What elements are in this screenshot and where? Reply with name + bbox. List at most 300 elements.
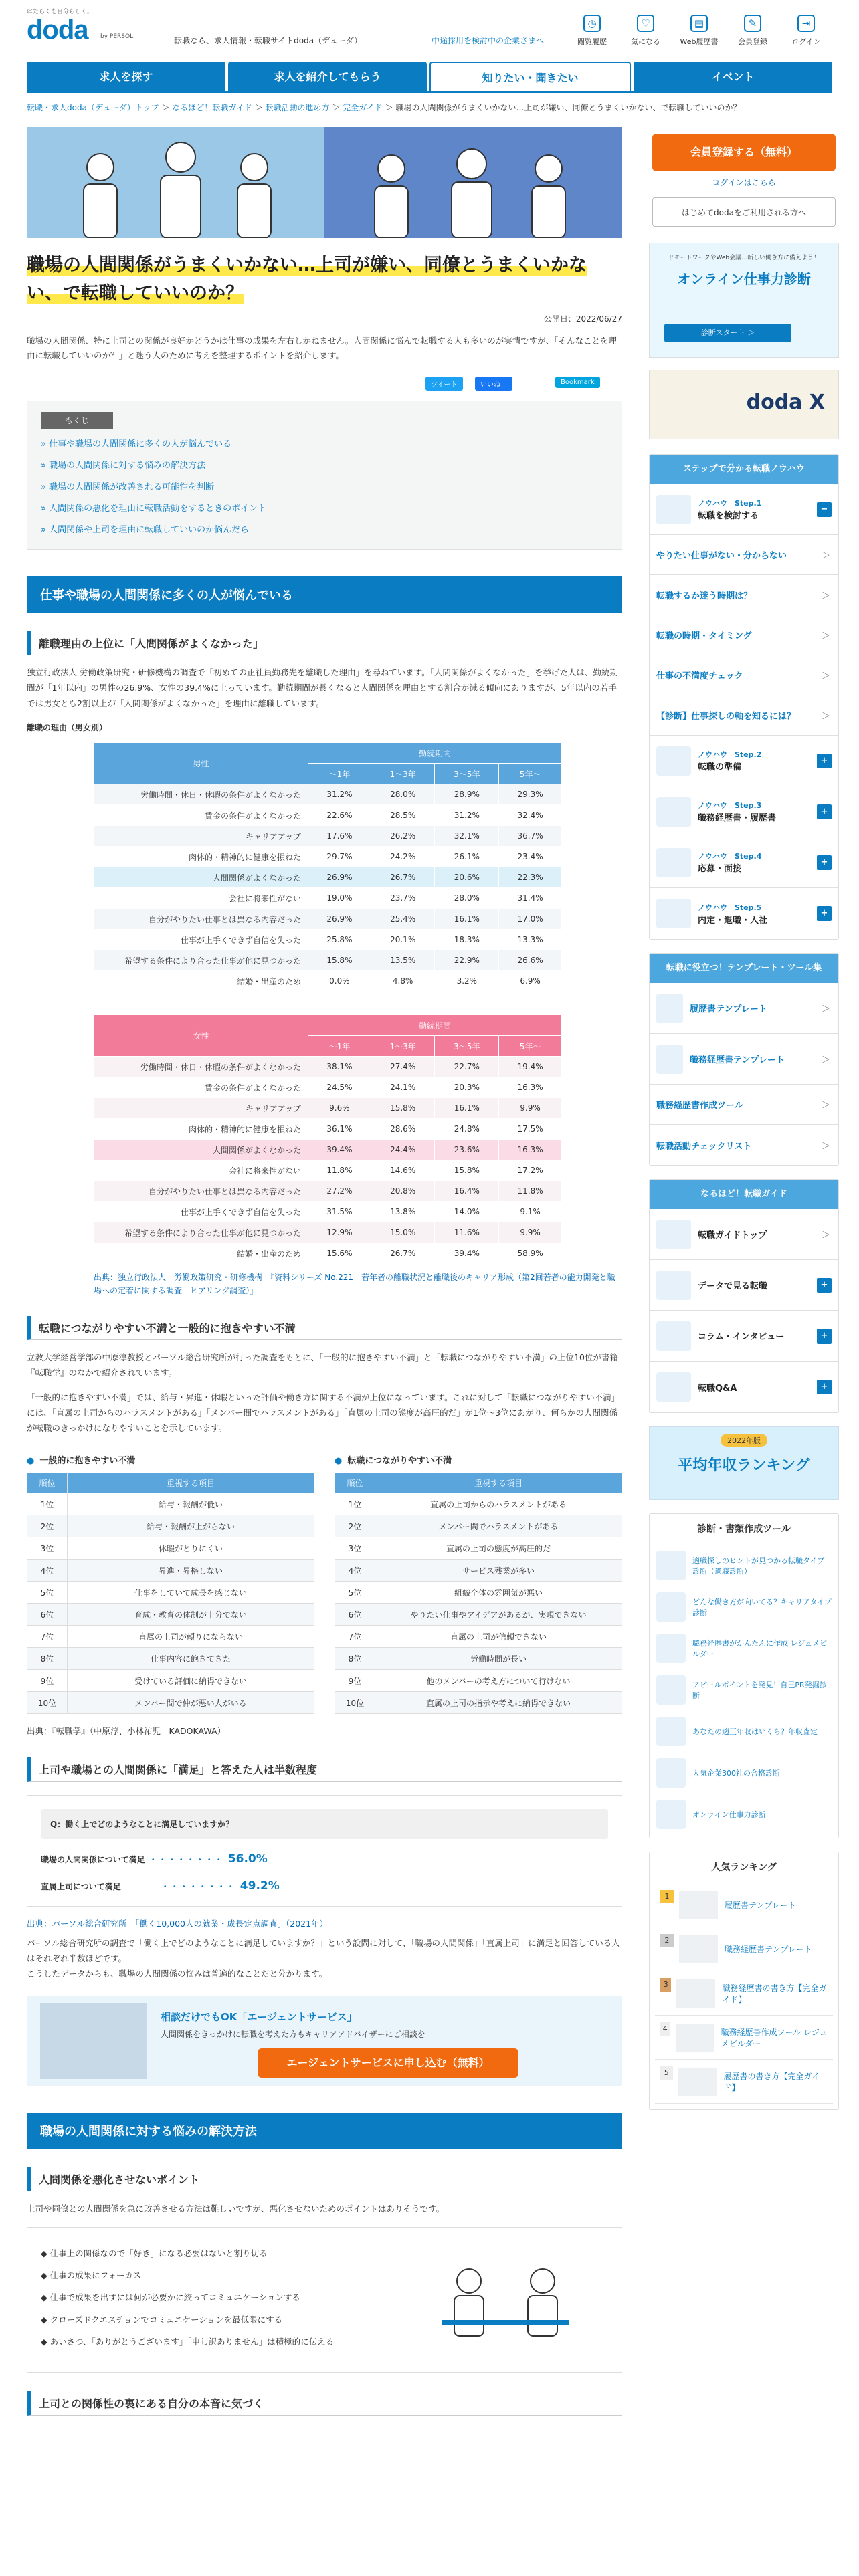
document-icon (656, 1045, 683, 1074)
point-item: ◆ 仕事の成果にフォーカス (41, 2264, 608, 2286)
nav-events[interactable]: イベント (634, 62, 832, 92)
row-label: 肉体的・精神的に健康を損ねた (94, 1119, 308, 1140)
template-link[interactable]: 職務経歴書作成ツール ＞ (650, 1085, 838, 1125)
source-note: 出典：『転職学』（中原淳、小林祐児 KADOKAWA） (27, 1726, 226, 1736)
plus-icon[interactable]: + (817, 1329, 832, 1344)
table-cell: 36.1% (308, 1119, 371, 1140)
table-cell: 28.9% (435, 784, 499, 805)
table-cell: 36.7% (499, 826, 562, 847)
table-cell: 19.0% (308, 888, 371, 909)
row-label: 肉体的・精神的に健康を損ねた (94, 847, 308, 867)
web-resume-button[interactable]: ▤ Web履歴書 (677, 15, 721, 47)
step-illustration (656, 848, 691, 877)
table-cell: 23.7% (371, 888, 435, 909)
survey-row (41, 1852, 608, 1866)
hero-left-illustration (27, 127, 324, 238)
ranking-item[interactable] (655, 1927, 833, 1971)
ranking-label: 職務経歴書テンプレート (725, 1945, 812, 1954)
rank-number: 8位 (335, 1648, 375, 1670)
table-cell: 13.3% (499, 930, 562, 950)
rank-number: 4位 (335, 1560, 375, 1582)
rank-number: 6位 (27, 1604, 68, 1626)
ranking-item[interactable] (655, 1883, 833, 1927)
table-row (94, 950, 562, 971)
rank-item: 給与・報酬が低い (68, 1493, 314, 1515)
diagnosis-label: アピールポイントを発見！自己PR発掘診断 (692, 1681, 827, 1700)
header-tagline: 転職なら、求人情報・転職サイトdoda（デューダ） (174, 36, 363, 45)
rank-number: 6位 (335, 1604, 375, 1626)
salary-ranking-banner[interactable] (649, 1426, 839, 1500)
table-row (94, 1057, 562, 1077)
diagnosis-illustration (656, 1800, 686, 1829)
job-change-complaints-table (335, 1473, 622, 1714)
banner-year: 2022年版 (721, 1434, 767, 1447)
table-cell: 15.8% (435, 1160, 499, 1181)
step-item[interactable]: ノウハウ Step.4 応募・面接 + (650, 837, 838, 888)
table-header: 順位 (335, 1473, 375, 1493)
share-bar (27, 372, 622, 391)
step-item[interactable]: ノウハウ Step.2 転職の準備 + (650, 736, 838, 786)
table-cell: 26.2% (371, 826, 435, 847)
diagnosis-label: どんな働き方が向いてる？キャリアタイプ診断 (692, 1598, 832, 1617)
register-icon: ✎ (744, 15, 761, 32)
table-header: 勤続期間 (308, 1015, 562, 1036)
hero-right-illustration (324, 127, 622, 238)
table-cell: 28.6% (371, 1119, 435, 1140)
rank-item: 休暇がとりにくい (68, 1537, 314, 1560)
table-cell: 17.0% (499, 909, 562, 930)
subsection-heading: 人間関係を悪化させないポイント (27, 2167, 622, 2191)
resume-icon: ▤ (690, 15, 708, 32)
ranking-thumbnail (676, 1979, 715, 2008)
toc-item[interactable]: » 職場の人間関係に対する悩みの解決方法 (41, 455, 608, 477)
step-item[interactable]: ノウハウ Step.5 内定・退職・入社 + (650, 888, 838, 939)
corporate-link[interactable]: 中途採用を検討中の企業さまへ (432, 36, 545, 45)
rank-item: 仕事をしていて成長を感じない (68, 1582, 314, 1604)
publish-date: 公開日：2022/06/27 (543, 314, 622, 324)
rank-number: 8位 (27, 1648, 68, 1670)
row-label: 希望する条件により合った仕事が他に見つかった (94, 950, 308, 971)
row-label: キャリアアップ (94, 826, 308, 847)
table-row (94, 1160, 562, 1181)
diagnosis-illustration (656, 1675, 686, 1705)
table-header: 〜1年 (308, 764, 371, 784)
table-header: 男性 (94, 743, 308, 784)
row-label: 結婚・出産のため (94, 971, 308, 992)
ranking-label: 履歴書の書き方【完全ガイド】 (723, 2071, 820, 2092)
paragraph: 立教大学経営学部の中原淳教授とパーソル総合研究所が行った調査をもとに、「一般的に抱きやすい不満」と「転職につながりやすい不満」の上位10位が書籍『転職学』のなかで紹介されています。 (27, 1352, 618, 1378)
table-cell: 25.8% (308, 930, 371, 950)
rank-item: 組織全体の雰囲気が悪い (375, 1582, 622, 1604)
nav-find-jobs[interactable]: 求人を探す (27, 62, 225, 92)
site-logo[interactable] (27, 7, 134, 45)
plus-icon[interactable]: + (817, 1380, 832, 1394)
male-reason-table (94, 742, 562, 992)
table-cell: 32.4% (499, 805, 562, 826)
like-button[interactable]: いいね！ (475, 377, 512, 391)
survey-box (27, 1795, 622, 1907)
table-header: 女性 (94, 1015, 308, 1057)
table-row (94, 1119, 562, 1140)
table-cell: 19.4% (499, 1057, 562, 1077)
knowhow-link[interactable]: 転職するか迷う時期は？ ＞ (650, 575, 838, 615)
table-header: 1〜3年 (371, 764, 435, 784)
bookmark-button[interactable]: Bookmark (555, 377, 600, 388)
history-button[interactable]: ◷ 閲覧履歴 (570, 15, 614, 47)
table-cell: 6.9% (499, 971, 562, 992)
logo-tagline: はたらくを自分らしく。 (27, 9, 93, 15)
point-item: ◆ 仕事上の関係なので「好き」になる必要はないと割り切る (41, 2242, 608, 2264)
row-label: 希望する条件により合った仕事が他に見つかった (94, 1222, 308, 1243)
chevron-right-icon: ＞ (821, 1004, 830, 1014)
table-row (94, 1140, 562, 1160)
agent-title: 相談だけでもOK「エージェントサービス」 (161, 2011, 357, 2023)
table-row (335, 1626, 622, 1648)
diagnosis-label: 職務経歴書がかんたんに作成 レジュメビルダー (692, 1639, 828, 1658)
table-cell: 15.8% (371, 1098, 435, 1119)
table-cell: 31.4% (499, 888, 562, 909)
subsection-heading: 上司との関係性の裏にある自分の本音に気づく (27, 2391, 622, 2416)
table-cell: 26.7% (371, 867, 435, 888)
rank-number: 10位 (335, 1692, 375, 1714)
agent-apply-button[interactable]: エージェントサービスに申し込む（無料） (258, 2048, 518, 2078)
table-cell: 24.2% (371, 847, 435, 867)
diagnosis-link[interactable] (650, 1794, 838, 1835)
breadcrumb-item[interactable]: 転職・求人doda（デューダ）トップ (27, 103, 159, 112)
ranking-number: 2 (660, 1934, 674, 1947)
source-note (27, 1916, 622, 1931)
rank-number: 7位 (335, 1626, 375, 1648)
table-cell: 39.4% (308, 1140, 371, 1160)
rank-item: メンバー間で仲が悪い人がいる (68, 1692, 314, 1714)
toc-item[interactable]: » 職場の人間関係が改善される可能性を判断 (41, 477, 608, 498)
online-skill-banner[interactable] (649, 243, 839, 358)
table-of-contents (27, 401, 622, 550)
table-cell: 0.0% (308, 971, 371, 992)
table-cell: 9.9% (499, 1222, 562, 1243)
table-row (94, 1181, 562, 1202)
paragraph: 「一般的に抱きやすい不満」では、給与・昇進・休暇といった評価や働き方に関する不満が上位になっています。これに対して「転職につながりやすい不満」には、「直属の上司からのハラスメントがある」「メンバー間でハラスメントがある」「直属の上司の態度が高圧的だ」が1位〜3位にあがり、何らかの人間関係が転職のきっかけになりやすいことを示しています。 (27, 1392, 620, 1433)
diagnosis-link[interactable] (650, 1752, 838, 1794)
ranking-item[interactable] (655, 2016, 833, 2060)
banner-subtext: リモートワークやWeb会議…新しい働き方に備えよう！ (668, 255, 820, 261)
table-cell: 17.2% (499, 1160, 562, 1181)
table-cell: 29.3% (499, 784, 562, 805)
banner-start-button[interactable]: 診断スタート ＞ (664, 324, 791, 342)
rank-item: やりたい仕事やアイデアがあるが、実現できない (375, 1604, 622, 1626)
chevron-right-icon: ＞ (821, 1055, 830, 1065)
table-cell: 17.6% (308, 826, 371, 847)
rank-item: 仕事内容に飽きてきた (68, 1648, 314, 1670)
table-header: 重視する項目 (375, 1473, 622, 1493)
table-header: 1〜3年 (371, 1036, 435, 1057)
plus-icon[interactable]: + (817, 855, 832, 870)
template-box (649, 953, 839, 1166)
rank-item: メンバー間でハラスメントがある (375, 1515, 622, 1537)
article-title: 職場の人間関係がうまくいかない…上司が嫌い、同僚とうまくいかない、で転職していいのか？ (27, 255, 587, 304)
table-cell: 28.0% (435, 888, 499, 909)
rank-item: 直属の上司の態度が高圧的だ (375, 1537, 622, 1560)
survey-label: 職場の人間関係について満足 (41, 1854, 145, 1864)
rank-number: 5位 (335, 1582, 375, 1604)
survey-value: 56.0% (227, 1852, 268, 1866)
rank-item: 直属の上司の指示や考えに納得できない (375, 1692, 622, 1714)
step-item[interactable]: ノウハウ Step.3 職務経歴書・履歴書 + (650, 786, 838, 837)
diagnosis-illustration (656, 1592, 686, 1622)
guide-link[interactable]: データで見る転職 + (650, 1260, 838, 1311)
toc-item[interactable]: » 仕事や職場の人間関係に多くの人が悩んでいる (41, 434, 608, 455)
breadcrumb-item[interactable]: 完全ガイド (343, 103, 383, 112)
table-cell: 22.9% (435, 950, 499, 971)
row-label: 労働時間・休日・休暇の条件がよくなかった (94, 784, 308, 805)
ranking-item[interactable] (655, 2060, 833, 2104)
template-link[interactable]: 履歴書テンプレート ＞ (650, 983, 838, 1034)
ranking-label: 職務経歴書作成ツール レジュメビルダー (721, 2027, 828, 2048)
diagnosis-link[interactable] (650, 1711, 838, 1752)
source-note (27, 1271, 622, 1297)
guide-illustration (656, 1372, 691, 1402)
knowhow-link[interactable]: 【診断】仕事探しの軸を知るには？ ＞ (650, 695, 838, 736)
survey-row (41, 1879, 608, 1893)
table-cell: 13.8% (371, 1202, 435, 1222)
table-cell: 20.3% (435, 1077, 499, 1098)
login-button[interactable]: ⇥ ログイン (784, 15, 828, 47)
table-cell: 9.1% (499, 1202, 562, 1222)
plus-icon[interactable]: + (817, 804, 832, 819)
plus-icon[interactable]: + (817, 1278, 832, 1293)
table-caption: 離職の理由（男女別） (27, 723, 108, 732)
rank-number: 2位 (335, 1515, 375, 1537)
step-illustration (656, 495, 691, 524)
table-row (27, 1604, 314, 1626)
document-icon (656, 994, 683, 1023)
table-cell: 28.0% (371, 784, 435, 805)
table-cell: 9.9% (499, 1098, 562, 1119)
rank-item: 受けている評価に納得できない (68, 1670, 314, 1692)
rank-item: 直属の上司からのハラスメントがある (375, 1493, 622, 1515)
rank-item: 育成・教育の体制が十分でない (68, 1604, 314, 1626)
breadcrumb: 転職・求人doda（デューダ）トップ ＞ なるほど！転職ガイド ＞ 転職活動の進め方 ＞ 完全ガイド ＞ 職場の人間関係がうまくいかない…上司が嫌い、同僚とうまくいかない、で転職していいのか？ (27, 103, 741, 112)
table-row (94, 930, 562, 950)
table-row (335, 1692, 622, 1714)
diagnosis-box (649, 1513, 839, 1838)
table-row (94, 971, 562, 992)
step-illustration (656, 746, 691, 776)
table-cell: 23.6% (435, 1140, 499, 1160)
ranking-number: 1 (660, 1890, 674, 1903)
table-cell: 4.8% (371, 971, 435, 992)
table-row (94, 805, 562, 826)
template-link[interactable]: 職務経歴書テンプレート ＞ (650, 1034, 838, 1085)
step1-item[interactable]: ノウハウ Step.1 転職を検討する − (650, 484, 838, 535)
favorite-button[interactable]: ♡ 気になる (624, 15, 668, 47)
table-cell: 16.3% (499, 1140, 562, 1160)
guide-title: なるほど！転職ガイド (650, 1180, 838, 1209)
knowhow-link[interactable]: やりたい仕事がない・分からない ＞ (650, 535, 838, 575)
table-row (335, 1582, 622, 1604)
table-row (27, 1493, 314, 1515)
knowhow-link[interactable]: 仕事の不満度チェック ＞ (650, 655, 838, 695)
popular-ranking-box (649, 1852, 839, 2110)
table-row (27, 1626, 314, 1648)
rank-number: 3位 (27, 1537, 68, 1560)
rank-number: 5位 (27, 1582, 68, 1604)
table-cell: 11.8% (499, 1181, 562, 1202)
table-header: 重視する項目 (68, 1473, 314, 1493)
table-cell: 58.9% (499, 1243, 562, 1264)
ranking-tables (27, 1453, 622, 1714)
table-cell: 20.6% (435, 867, 499, 888)
table-cell: 15.8% (308, 950, 371, 971)
point-item: ◆ クローズドクエスチョンでコミュニケーションを最低限にする (41, 2309, 608, 2331)
table-header: 3〜5年 (435, 764, 499, 784)
diagnosis-link[interactable] (650, 1545, 838, 1586)
diagnosis-label: 人気企業300社の合格診断 (692, 1769, 780, 1778)
toc-item[interactable]: » 人間関係の悪化を理由に転職活動をするときのポイント (41, 498, 608, 520)
table-cell: 29.7% (308, 847, 371, 867)
banner-title: オンライン仕事力診断 (677, 271, 811, 287)
rank-item: 労働時間が長い (375, 1648, 622, 1670)
table-cell: 9.6% (308, 1098, 371, 1119)
breadcrumb-item[interactable]: 転職活動の進め方 (265, 103, 330, 112)
hero-illustration (27, 127, 622, 238)
agent-text: 人間関係をきっかけに転職を考えた方もキャリアアドバイザーにご相談を (161, 2030, 425, 2039)
ranking-thumbnail (676, 2024, 714, 2052)
toc-item[interactable]: » 人間関係や上司を理由に転職していいのか悩んだら (41, 520, 608, 541)
rank-number: 2位 (27, 1515, 68, 1537)
rank-number: 9位 (27, 1670, 68, 1692)
table-cell: 22.7% (435, 1057, 499, 1077)
diagnosis-illustration (656, 1551, 686, 1580)
ranking-number: 5 (660, 2066, 673, 2080)
table-cell: 39.4% (435, 1243, 499, 1264)
row-label: 自分がやりたい仕事とは異なる内容だった (94, 909, 308, 930)
sidebar-register-button[interactable]: 会員登録する（無料） (652, 134, 836, 171)
table-cell: 3.2% (435, 971, 499, 992)
plus-icon[interactable]: + (817, 754, 832, 768)
source-link[interactable]: 出典：独立行政法人 労働政策研究・研修機構 『資料シリーズ No.221 若年者の離職状況と離職後のキャリア形成（第2回若者の能力開発と職場への定着に関する調査 ヒアリング調査）』 (94, 1273, 615, 1295)
guide-link[interactable]: コラム・インタビュー + (650, 1311, 838, 1362)
diagnosis-illustration (656, 1758, 686, 1788)
paragraph: 上司や同僚との人間関係を急に改善させる方法は難しいですが、悪化させないためのポイントはありそうです。 (27, 2204, 445, 2214)
point-item: ◆ あいさつ、「ありがとうございます」「申し訳ありません」は積極的に伝える (41, 2331, 608, 2353)
rank-number: 4位 (27, 1560, 68, 1582)
nav-learn[interactable]: 知りたい・聞きたい (430, 62, 631, 92)
table-cell: 28.5% (371, 805, 435, 826)
table-row (27, 1670, 314, 1692)
table-cell: 24.4% (371, 1140, 435, 1160)
diagnosis-link[interactable] (650, 1586, 838, 1628)
subsection-heading: 上司や職場との人間関係に「満足」と答えた人は半数程度 (27, 1757, 622, 1782)
general-complaints-table (27, 1473, 314, 1714)
diagnosis-label: 適職探しのヒントが見つかる転職タイプ診断（適職診断） (692, 1556, 825, 1576)
table-cell: 31.5% (308, 1202, 371, 1222)
table-cell: 22.3% (499, 867, 562, 888)
points-box (27, 2227, 622, 2373)
breadcrumb-item[interactable]: なるほど！転職ガイド (172, 103, 252, 112)
sidebar-login-link[interactable]: ログインはこちら (712, 178, 776, 187)
table-header: 順位 (27, 1473, 68, 1493)
row-label: キャリアアップ (94, 1098, 308, 1119)
table-cell: 18.3% (435, 930, 499, 950)
rank-number: 10位 (27, 1692, 68, 1714)
knowhow-link[interactable]: 転職の時期・タイミング ＞ (650, 615, 838, 655)
breadcrumb-current: 職場の人間関係がうまくいかない…上司が嫌い、同僚とうまくいかない、で転職していいのか？ (395, 103, 741, 112)
chevron-right-icon: ＞ (821, 1101, 830, 1111)
guide-box (649, 1179, 839, 1413)
source-link[interactable]: 出典：パーソル総合研究所 「働く10,000人の就業・成長定点調査」（2021年） (27, 1919, 328, 1929)
rank-number: 9位 (335, 1670, 375, 1692)
table-row (335, 1670, 622, 1692)
knowhow-title: ステップで分かる転職ノウハウ (650, 455, 838, 484)
table-cell: 16.1% (435, 1098, 499, 1119)
table-cell: 26.7% (371, 1243, 435, 1264)
table-row (94, 1243, 562, 1264)
ranking-thumbnail (679, 1891, 718, 1919)
table-row (27, 1515, 314, 1537)
table-cell: 25.4% (371, 909, 435, 930)
diagnosis-label: オンライン仕事力診断 (692, 1810, 766, 1819)
rank-item: 直属の上司が信頼できない (375, 1626, 622, 1648)
diagnosis-title: 診断・書類作成ツール (697, 1524, 791, 1535)
ranking-label: 履歴書テンプレート (725, 1901, 796, 1910)
tweet-button[interactable]: ツイート (425, 377, 463, 391)
table-row (27, 1648, 314, 1670)
plus-icon[interactable]: + (817, 906, 832, 921)
minus-icon[interactable]: − (817, 502, 832, 517)
table-row (94, 1077, 562, 1098)
table-cell: 27.2% (308, 1181, 371, 1202)
rank-item: 昇進・昇格しない (68, 1560, 314, 1582)
first-time-button[interactable]: はじめてdodaをご利用される方へ (652, 197, 836, 227)
survey-label: 直属上司について満足 (41, 1881, 121, 1891)
row-label: 賃金の条件がよくなかった (94, 1077, 308, 1098)
table-row (27, 1560, 314, 1582)
diagnosis-label: あなたの適正年収はいくら？年収査定 (692, 1727, 818, 1736)
diagnosis-link[interactable] (650, 1669, 838, 1711)
guide-link[interactable]: 転職ガイドトップ ＞ (650, 1209, 838, 1260)
survey-dots: ・・・・・・・・ (161, 1881, 236, 1891)
subsection-heading: 離職理由の上位に「人間関係がよくなかった」 (27, 631, 622, 655)
chevron-right-icon: ＞ (821, 1230, 830, 1241)
template-link[interactable]: 転職活動チェックリスト ＞ (650, 1125, 838, 1165)
register-button[interactable]: ✎ 会員登録 (731, 15, 775, 47)
ranking-label: 職務経歴書の書き方【完全ガイド】 (722, 1983, 827, 2004)
guide-link[interactable]: 転職Q&A + (650, 1362, 838, 1412)
table-cell: 17.5% (499, 1119, 562, 1140)
doda-x-banner[interactable] (649, 370, 839, 439)
section-heading: 仕事や職場の人間関係に多くの人が悩んでいる (27, 576, 622, 613)
point-item: ◆ 仕事で成果を出すには何が必要かに絞ってコミュニケーションする (41, 2286, 608, 2309)
table-cell: 14.6% (371, 1160, 435, 1181)
site-header (0, 0, 859, 53)
female-reason-table (94, 1014, 562, 1264)
diagnosis-link[interactable] (650, 1628, 838, 1669)
table-header: 5年〜 (499, 764, 562, 784)
ranking-item[interactable] (655, 1971, 833, 2016)
guide-illustration (656, 1321, 691, 1351)
rank-number: 3位 (335, 1537, 375, 1560)
step-illustration (656, 797, 691, 827)
history-icon: ◷ (583, 15, 601, 32)
table-cell: 31.2% (308, 784, 371, 805)
login-icon: ⇥ (797, 15, 815, 32)
agent-service-banner (27, 1996, 622, 2086)
guide-illustration (656, 1220, 691, 1249)
table-cell: 11.6% (435, 1222, 499, 1243)
table-cell: 13.5% (371, 950, 435, 971)
nav-introduce-jobs[interactable]: 求人を紹介してもらう (228, 62, 427, 92)
